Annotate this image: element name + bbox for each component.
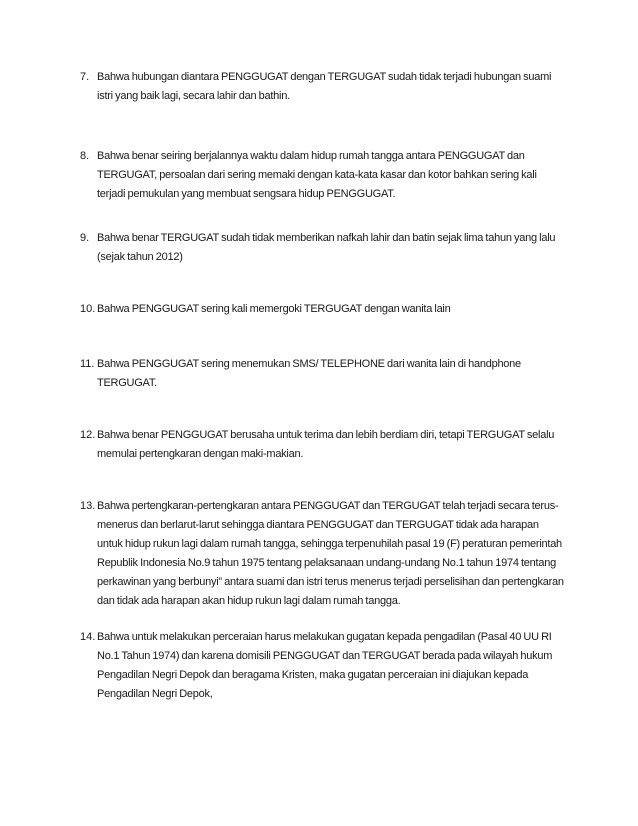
item-number: 13. <box>80 500 96 512</box>
item-number: 12. <box>80 429 96 441</box>
item-text: Bahwa hubungan diantara PENGGUGAT dengan TERGUGAT sudah tidak terjadi hubungan suami istri yang baik lagi, secara lahir dan bathin. <box>97 71 552 102</box>
item-number: 14. <box>80 631 96 643</box>
item-text: Bahwa pertengkaran-pertengkaran antara PENGGUGAT dan TERGUGAT telah terjadi secara terus-menerus dan berlarut-larut sehingga diantara PENGGUGAT dan TERGUGAT tidak ada harapan untuk hidup rukun lagi dalam rumah tangga, sehingga terpenuhilah pasal 19 (F) peraturan pemerintah Republik Indonesia No.9 tahun 1975 tentang pelaksanaan undang-undang No.1 tahun 1974 tentang perkawinan yang berbunyi” antara suami dan istri terus menerus terjadi perselisihan dan pertengkaran dan tidak ada harapan akan hidup rukun lagi dalam rumah tangga. <box>97 500 564 607</box>
item-text: Bahwa benar PENGGUGAT berusaha untuk terima dan lebih berdiam diri, tetapi TERGUGAT selalu memulai pertengkaran dengan maki-makian. <box>97 429 555 460</box>
item-text: Bahwa PENGGUGAT sering kali memergoki TERGUGAT dengan wanita lain <box>97 303 451 315</box>
item-number: 7. <box>80 71 90 83</box>
list-item-7 <box>80 68 566 106</box>
item-text: Bahwa PENGGUGAT sering menemukan SMS/ TELEPHONE dari wanita lain di handphone TERGUGAT. <box>97 358 521 389</box>
list-item-10 <box>80 300 566 319</box>
list-item-13 <box>80 497 566 611</box>
list-item-12 <box>80 426 566 464</box>
item-number: 9. <box>80 232 90 244</box>
item-text: Bahwa untuk melakukan perceraian harus melakukan gugatan kepada pengadilan (Pasal 40 UU RI No.1 Tahun 1974) dan karena domisili PENGGUGAT dan TERGUGAT berada pada wilayah hukum Pengadilan Negri Depok dan beragama Kristen, maka gugatan perceraian ini diajukan kepada Pengadilan Negri Depok, <box>97 631 553 700</box>
list-item-14 <box>80 628 566 704</box>
item-number: 8. <box>80 150 90 162</box>
list-item-11 <box>80 355 566 393</box>
item-text: Bahwa benar TERGUGAT sudah tidak memberikan nafkah lahir dan batin sejak lima tahun yang lalu (sejak tahun 2012) <box>97 232 556 263</box>
list-item-9 <box>80 229 566 267</box>
item-number: 10. <box>80 303 96 315</box>
list-item-8 <box>80 147 566 204</box>
item-text: Bahwa benar seiring berjalannya waktu dalam hidup rumah tangga antara PENGGUGAT dan TERGUGAT, persoalan dari sering memaki dengan kata-kata kasar dan kotor bahkan sering kali terjadi pemukulan yang membuat sengsara hidup PENGGUGAT. <box>97 150 537 200</box>
item-number: 11. <box>80 358 95 370</box>
